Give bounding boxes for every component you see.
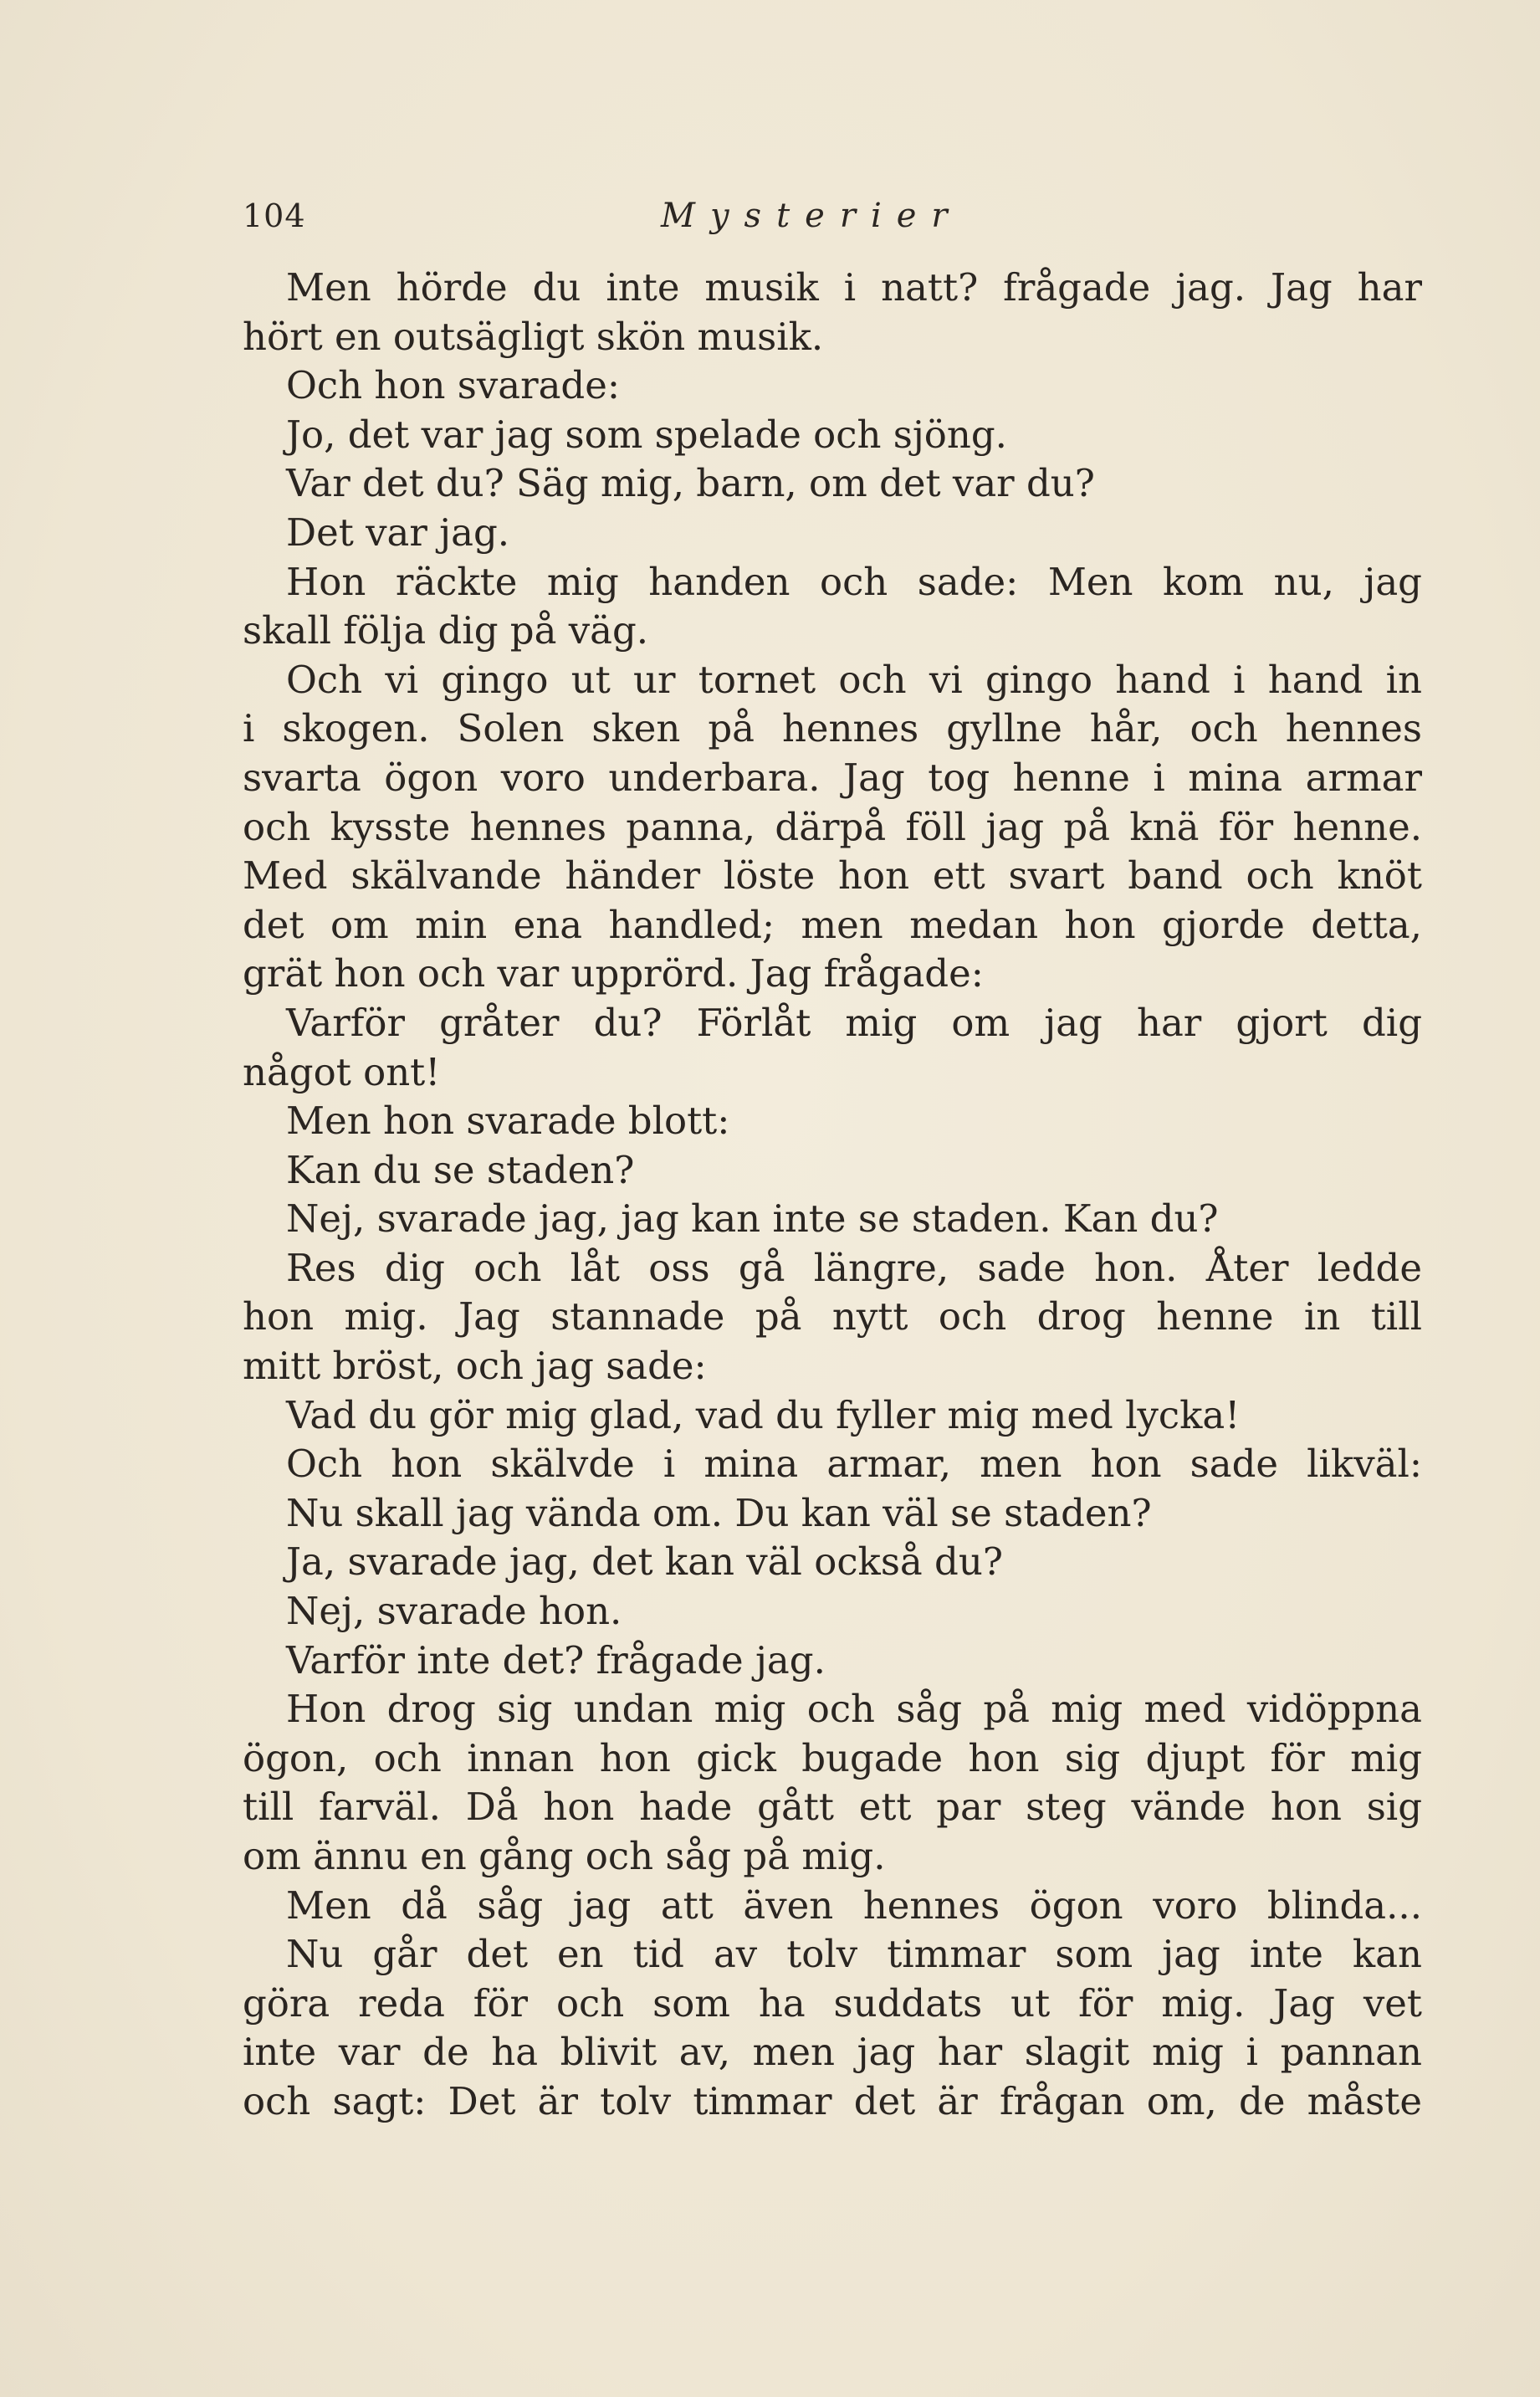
text-line: Och hon svarade:	[286, 363, 621, 408]
text-line: Men då såg jag att även hennes ögon voro blinda...	[286, 1882, 1422, 1928]
text-line: inte var de ha blivit av, men jag har slagit mig i pannan	[243, 2030, 1422, 2075]
text-line: och kysste hennes panna, därpå föll jag på knä för henne.	[243, 804, 1422, 849]
text-line: göra reda för och som ha suddats ut för mig. Jag vet	[243, 1980, 1422, 2026]
text-line: Nu går det en tid av tolv timmar som jag inte kan	[286, 1932, 1422, 1977]
text-line: och sagt: Det är tolv timmar det är frågan om, de måste	[243, 2078, 1422, 2123]
text-line: Kan du se staden?	[286, 1147, 635, 1192]
text-line: något ont!	[243, 1049, 441, 1094]
text-line: Res dig och låt oss gå längre, sade hon. Åter ledde	[286, 1245, 1422, 1290]
text-line: Hon räckte mig handen och sade: Men kom nu, jag	[286, 559, 1422, 604]
text-line: Nu skall jag vända om. Du kan väl se staden?	[286, 1490, 1152, 1535]
text-line: i skogen. Solen sken på hennes gyllne hår, och hennes	[243, 706, 1422, 751]
text-line: Och vi gingo ut ur tornet och vi gingo hand i hand in	[286, 657, 1422, 702]
text-line: Det var jag.	[286, 510, 510, 555]
text-line: hört en outsägligt skön musik.	[243, 314, 824, 359]
text-line: Varför inte det? frågade jag.	[286, 1637, 826, 1683]
text-line: Hon drog sig undan mig och såg på mig med vidöppna	[286, 1687, 1422, 1732]
text-line: Nej, svarade hon.	[286, 1589, 622, 1634]
text-line: Men hörde du inte musik i natt? frågade jag. Jag har	[286, 265, 1422, 310]
running-head	[243, 191, 1430, 241]
text-line: Vad du gör mig glad, vad du fyller mig med lycka!	[286, 1392, 1241, 1437]
text-line: skall följa dig på väg.	[243, 608, 649, 653]
text-line: Varför gråter du? Förlåt mig om jag har gjort dig	[286, 1000, 1422, 1045]
text-line: Var det du? Säg mig, barn, om det var du?	[286, 461, 1095, 506]
text-line: Med skälvande händer löste hon ett svart band och knöt	[243, 853, 1422, 899]
text-line: det om min ena handled; men medan hon gjorde detta,	[243, 902, 1422, 947]
text-line: hon mig. Jag stannade på nytt och drog henne in till	[243, 1294, 1422, 1339]
text-line: till farväl. Då hon hade gått ett par steg vände hon sig	[243, 1785, 1422, 1830]
text-line: om ännu en gång och såg på mig.	[243, 1834, 886, 1878]
running-title: Mysterier	[661, 197, 963, 235]
text-line: Ja, svarade jag, det kan väl också du?	[286, 1539, 1003, 1585]
text-line: Jo, det var jag som spelade och sjöng.	[286, 412, 1007, 457]
text-line: mitt bröst, och jag sade:	[243, 1344, 707, 1389]
text-line: Men hon svarade blott:	[286, 1099, 730, 1144]
text-line: ögon, och innan hon gick bugade hon sig djupt för mig	[243, 1735, 1422, 1780]
page-number: 104	[243, 197, 306, 234]
body-text	[243, 264, 1422, 2127]
text-line: svarta ögon voro underbara. Jag tog henne i mina armar	[243, 755, 1422, 800]
text-line: Nej, svarade jag, jag kan inte se staden. Kan du?	[286, 1196, 1219, 1242]
text-line: Och hon skälvde i mina armar, men hon sade likväl:	[286, 1442, 1422, 1487]
text-line: grät hon och var upprörd. Jag frågade:	[243, 951, 984, 996]
